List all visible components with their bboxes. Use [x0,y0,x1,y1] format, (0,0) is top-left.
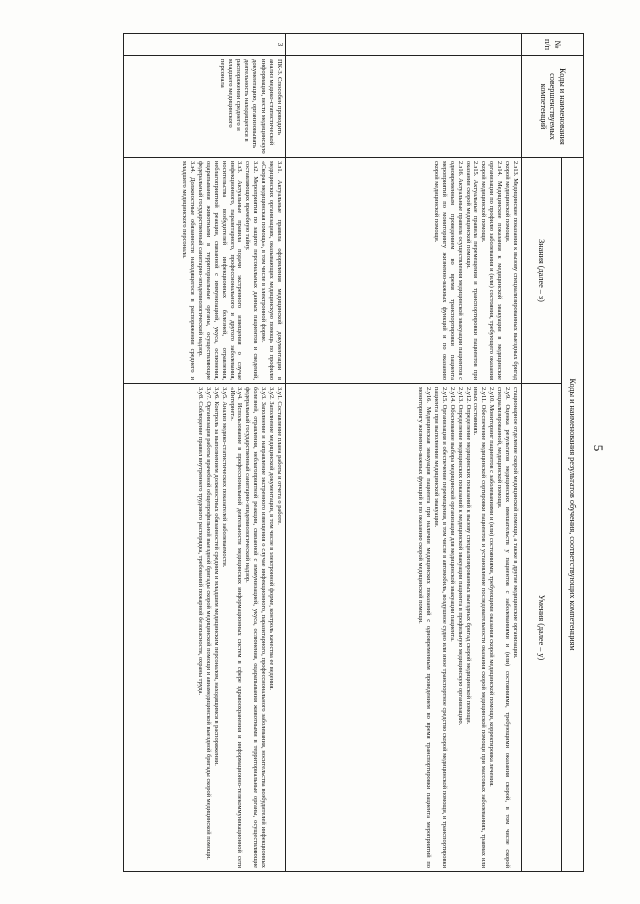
skills-cell [286,384,522,872]
skill-item: 2.у13. Определение медицинских показаний к медицинской эвакуации пациента в профильную медицинскую организацию. [456,387,464,726]
skill-item: 2.у12. Определение медицинских показаний к вызову специализированных выездных бригад скорой медицинской помощи. [464,387,472,725]
knowledge-item: 3.з4. Должностные обязанности находящегося в распоряжении среднего и младшего медицинского персонала. [181,161,197,380]
skill-item: 3.у5. Анализ медико-статистических показателей заболеваемости. [220,387,228,568]
skill-item: 3.у8. Соблюдение правил внутреннего трудового распорядка, требований пожарной безопасности, охраны труда. [196,387,204,696]
skill-item: 2.у9. Оценка результатов медицинских вмешательств у пациентов с заболеваниями и (или) состояниями, требующими оказания скорой, в том числе скорой специализированной, медицинской помощи. [496,387,512,868]
knowledge-item: 2.з16. Актуальные правила осуществления медицинской эвакуации пациентов с одновременным проведением во время транспортировки пациента мероприятий по мониторингу жизненно-важных функций и по оказанию скорой медицинской помощи. [432,161,464,380]
header-skills: Умения (далее – у) [522,384,562,872]
header-codes: Коды и наименования совершенствуемых компетенций [522,56,584,158]
knowledge-cell [124,158,286,384]
skill-item: 2.у16. Медицинская эвакуация пациента при наличии медицинских показаний с одновременным проведением во время транспортировки пациента мероприятий по мониторингу жизненно-важных функций и по оказанию скорой медицинской помощи. [417,387,433,868]
competency-table-rotated [124,33,584,871]
row-number [286,34,522,56]
skill-item: 2.у10. Мониторинг пациентов с заболеваниями и (или) состояниями, требующими оказания скорой медицинской помощи, корректировка лечения. [488,387,496,787]
knowledge-item: 2.з13. Медицинские показания к вызову специализированных выездных бригад скорой медицинской помощи. [504,161,519,380]
table-row [286,34,522,872]
knowledge-item: 2.з14. Медицинские показания к медицинской эвакуации в медицинские организации по профилю заболевания и (или) состояния, требующего оказания скорой медицинской помощи. [480,161,504,380]
skill-item: 3.у1. Составление плана работы и отчета о работе. [276,387,283,525]
knowledge-item: 3.з2. Мероприятия по защите персональных данных пациентов и сведений, составляющих врачебную тайну. [244,161,260,380]
skill-item: 3.у3. Заполнение и направление экстренного извещения о случае инфекционного, паразитарного, профессионального заболевания, носительства возбудителей инфекционных болезней, отравления, неблагоприятной реакции, связанной с иммунизацией, укуса, ослюнения, оцарапывания животными в территориальные органы, осуществляющие федеральный государственный санитарно-эпидемиологический надзор. [244,387,268,868]
skill-item: 3.у2. Заполнение медицинской документации, в том числе в электронной форме, контроль качества ее ведения. [268,387,276,690]
skill-item: 3.у6. Контроль за выполнением должностных обязанностей средним и младшим медицинским персоналом, находящимся в распоряжении. [212,387,220,766]
skill-item: 2.у14. Обоснование выбора медицинской организации для медицинской эвакуации пациента. [448,387,456,642]
competency-cell [286,56,522,158]
skill-item: 3.у7. Организация работы врачебной общепрофильной выездной бригады скорой медицинской помощи и авиамедицинской выездной бригады скорой медицинской помощи. [204,387,212,860]
skill-item: стационарное отделение скорой медицинской помощи, а также в другие медицинские организации. [512,387,519,659]
row-number: 3 [124,34,286,56]
skills-cell [124,384,286,872]
skill-item: 2.у11. Обеспечение медицинской сортировки пациентов и установление последовательности оказания скорой медицинской помощи при массовых заболеваниях, травмах или иных состояниях. [472,387,488,868]
knowledge-item: 2.з15. Актуальные правила перемещения и транспортировки пациентов при оказании скорой медицинской помощи. [464,161,480,380]
knowledge-cell [286,158,522,384]
header-knowledge: Знания (далее – з) [522,158,562,384]
page-number: 5 [591,444,606,452]
table-row [124,34,286,872]
skill-item: 2.у15. Организация и обеспечение перемещения, в том числе в автомобиль, воздушное судно или иное транспортное средство скорой медицинской помощи, и транспортировки пациента при выполнении медицинской эвакуации. [432,387,448,868]
knowledge-item: 3.з1. Актуальные правила оформления медицинской документации в медицинских организациях, оказывающих медицинскую помощь по профилю «Скорая медицинская помощь», в том числе в электронной форме. [260,161,283,380]
skill-item: 3.у4. Использование в профессиональной деятельности медицинских информационных систем в сфере здравоохранения и информационно-телекоммуникационной сети «Интернет». [228,387,244,868]
competency-table [123,33,584,872]
competency-cell: ПК-3. Способен проводить анализ медико-статистической информации, вести медицинскую документацию, организовывать деятельность находящегося в распоряжении среднего и младшего медицинского персонала [124,56,286,158]
header-num: № п/п [522,34,584,56]
knowledge-item: 3.з3. Актуальные правила подачи экстренного извещения о случае инфекционного, паразитарного, профессионального и другого заболевания, носительства возбудителей инфекционных болезней, отравления, неблагоприятной реакции, связанной с иммунизацией, укуса, ослюнения, оцарапывания животными в территориальные органы, осуществляющие федеральный государственный санитарно-эпидемиологический надзор. [196,161,244,380]
header-results: Коды и наименования результатов обучения, соответствующих компетенциям [562,158,584,872]
